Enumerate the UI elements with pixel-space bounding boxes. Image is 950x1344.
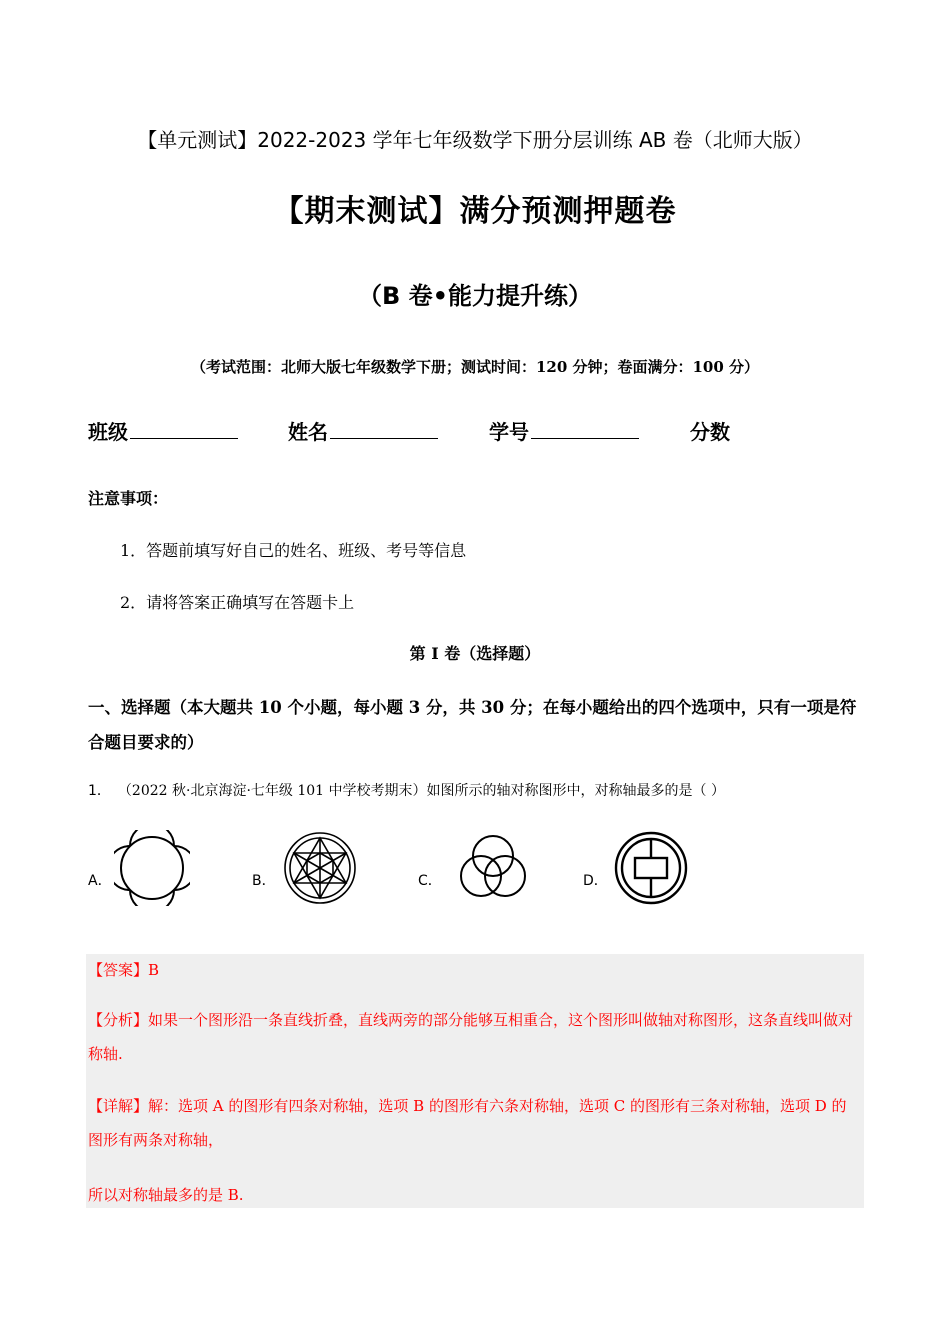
four-petal-circle-icon [114, 830, 190, 906]
section-title: 第 I 卷（选择题） [409, 644, 541, 663]
answer-tag: 【答案】 [88, 961, 149, 979]
section-heading: 一、选择题（本大题共 10 个小题，每小题 3 分，共 30 分；在每小题给出的四个选项中，只有一项是符合题目要求的） [88, 698, 857, 752]
unit-title: 【单元测试】2022-2023 学年七年级数学下册分层训练 AB 卷（北师大版） [137, 128, 813, 152]
notice-item: 1．答题前填写好自己的姓名、班级、考号等信息 [120, 541, 467, 560]
option-b-label: B． [252, 873, 276, 889]
option-d-label: D． [583, 873, 608, 889]
question-number: 1． [88, 783, 111, 799]
name-label: 姓名 [288, 420, 328, 444]
notice-title: 注意事项： [88, 489, 169, 508]
detail-line [88, 1089, 858, 1157]
class-field[interactable] [88, 416, 238, 445]
score-field [690, 416, 730, 445]
analysis-text: 如果一个图形沿一条直线折叠，直线两旁的部分能够互相重合，这个图形叫做轴对称图形，这条直线叫做对称轴. [88, 1011, 854, 1063]
answer-value: B [148, 961, 160, 979]
sub-title: （B 卷•能力提升练） [358, 282, 592, 310]
id-blank[interactable] [531, 418, 639, 439]
triquetra-circle-icon [455, 830, 531, 906]
score-label: 分数 [690, 420, 730, 444]
analysis-tag: 【分析】 [88, 1011, 149, 1029]
question-text: （2022 秋·北京海淀·七年级 101 中学校考期末）如图所示的轴对称图形中，对称轴最多的是（ ） [124, 783, 725, 799]
id-field[interactable] [489, 416, 639, 445]
class-label: 班级 [88, 420, 128, 444]
name-blank[interactable] [330, 418, 438, 439]
option-c-label: C． [418, 873, 442, 889]
main-title: 【期末测试】满分预测押题卷 [273, 194, 677, 229]
class-blank[interactable] [130, 418, 238, 439]
question-1 [88, 780, 868, 800]
six-point-star-circle-icon [282, 830, 358, 906]
notice-item: 2．请将答案正确填写在答题卡上 [120, 593, 355, 612]
detail-tag: 【详解】 [88, 1097, 149, 1115]
solution-panel [86, 954, 864, 1208]
exam-range: （考试范围：北师大版七年级数学下册；测试时间：120 分钟；卷面满分：100 分） [190, 358, 760, 376]
detail-text: 解：选项 A 的图形有四条对称轴，选项 B 的图形有六条对称轴，选项 C 的图形有三条对称轴，选项 D 的图形有两条对称轴， [88, 1097, 847, 1149]
conclusion-line: 所以对称轴最多的是 B. [88, 1186, 244, 1204]
student-info-row [88, 416, 848, 450]
answer-line [88, 953, 858, 987]
ancient-coin-icon [613, 830, 689, 906]
id-label: 学号 [489, 420, 529, 444]
analysis-line [88, 1003, 858, 1071]
option-a-label: A． [88, 873, 112, 889]
name-field[interactable] [288, 416, 438, 445]
